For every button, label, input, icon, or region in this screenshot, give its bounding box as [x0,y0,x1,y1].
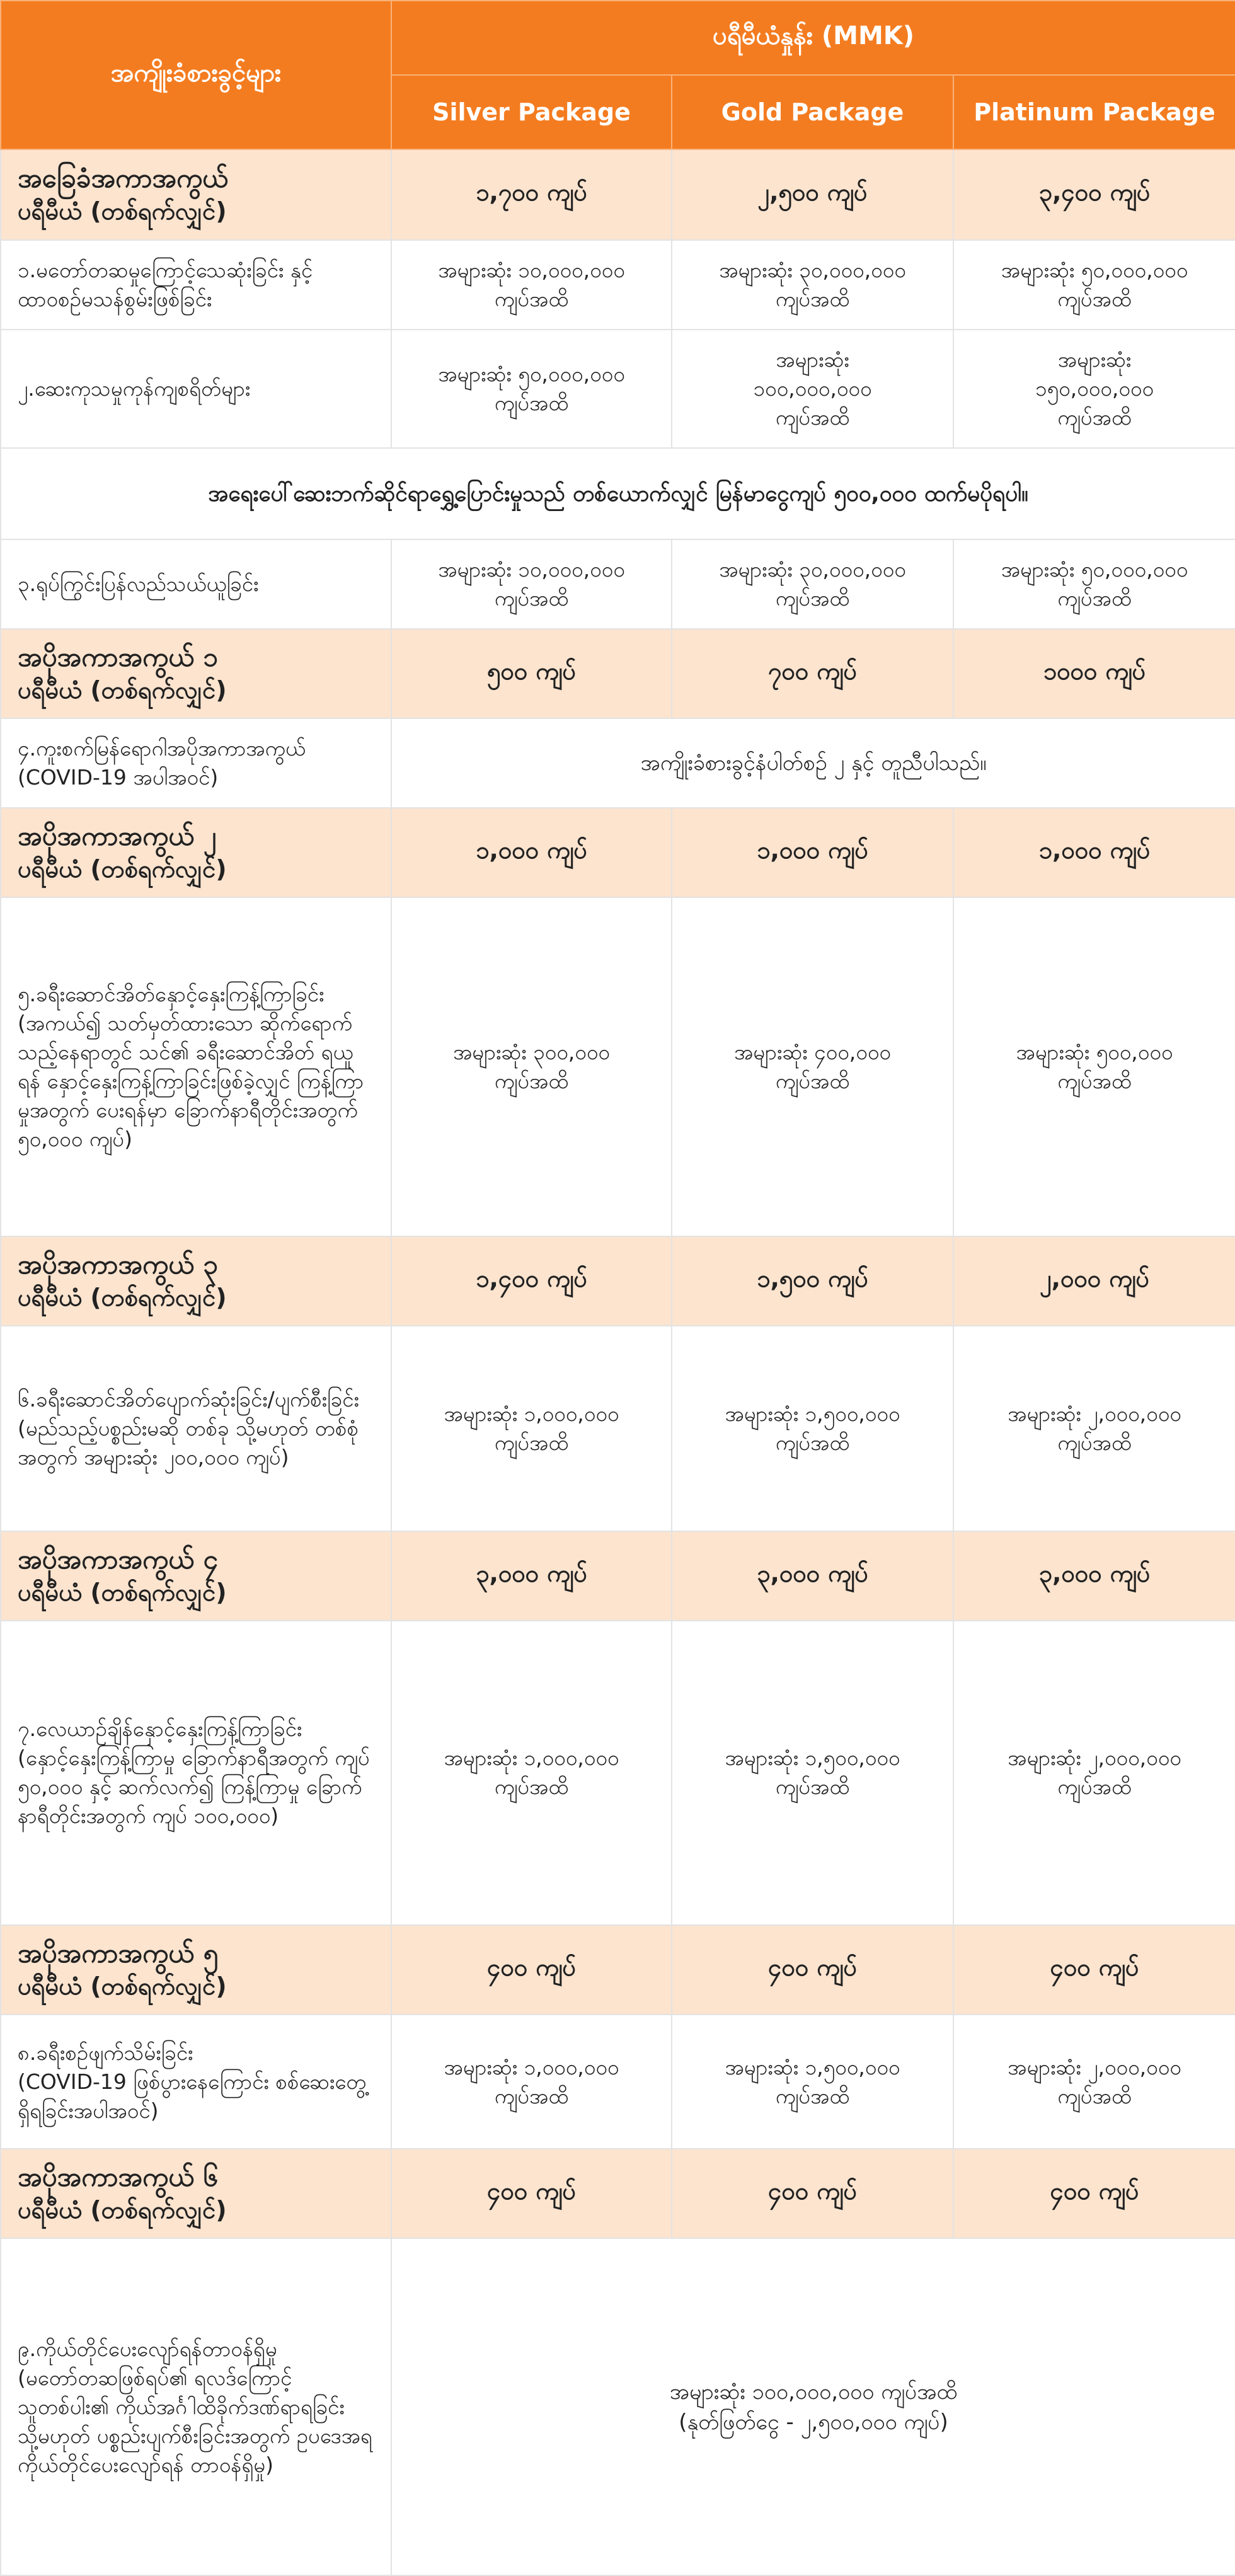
addon-5-row [1,1925,1235,2015]
addon-price-platinum: ၂,၀၀၀ ကျပ် [953,1236,1235,1326]
benefit-row-7 [1,1621,1235,1925]
addon-3-label [1,1236,391,1326]
benefit-label: ၆.ခရီးဆောင်အိတ်ပျောက်ဆုံးခြင်း/ပျက်စီးခြင်း (မည်သည့်ပစ္စည်းမဆို တစ်ခု သို့မဟုတ် တစ်စုံအတွက် အများဆုံး ၂၀၀,၀၀၀ ကျပ်) [1,1326,391,1531]
addon-price-gold: ၄၀၀ ကျပ် [672,2149,953,2238]
addon-1-row [1,629,1235,718]
benefit-row-6 [1,1326,1235,1531]
benefit-value-gold: အများဆုံး ၁,၅၀၀,၀၀၀ ကျပ်အထိ [672,2015,953,2149]
addon-price-platinum: ၁၀၀၀ ကျပ် [953,629,1235,718]
addon-subtitle: ပရီမီယံ (တစ်ရက်လျှင်) [18,2196,227,2224]
silver-package-header: Silver Package [391,75,672,149]
benefit-value-all-packages: အကျိုးခံစားခွင့်နံပါတ်စဉ် ၂ နှင့် တူညီပါသည်။ [391,718,1235,808]
addon-price-gold: ၁,၀၀၀ ကျပ် [672,808,953,897]
addon-title: အပိုအကာအကွယ် ၄ [18,1543,219,1575]
benefit-value-silver: အများဆုံး ၁,၀၀၀,၀၀၀ ကျပ်အထိ [391,1326,672,1531]
benefits-header: အကျိုးခံစားခွင့်များ [1,1,391,149]
benefit-row-8 [1,2015,1235,2149]
addon-title: အပိုအကာအကွယ် ၅ [18,1938,219,1969]
addon-price-silver: ၄၀၀ ကျပ် [391,1925,672,2015]
benefit-value-platinum: အများဆုံး ၂,၀၀၀,၀၀၀ ကျပ်အထိ [953,1621,1235,1925]
benefit-label: ၁.မတော်တဆမှုကြောင့်သေဆုံးခြင်း နှင့် ထာဝစဉ်မသန်စွမ်းဖြစ်ခြင်း [1,240,391,330]
benefit-value-platinum: အများဆုံး ၅၀၀,၀၀၀ ကျပ်အထိ [953,897,1235,1236]
benefit-label: ၃.ရုပ်ကြွင်းပြန်လည်သယ်ယူခြင်း [1,539,391,629]
addon-6-label [1,2149,391,2238]
benefit-value-gold: အများဆုံး ၃၀,၀၀၀,၀၀၀ ကျပ်အထိ [672,240,953,330]
benefit-value-platinum: အများဆုံး ၂,၀၀၀,၀၀၀ ကျပ်အထိ [953,2015,1235,2149]
benefit-label: ၇.လေယာဉ်ချိန်နှောင့်နှေးကြန့်ကြာခြင်း (နှောင့်နှေးကြန့်ကြာမှု ခြောက်နာရီအတွက် ကျပ် ၅၀,၀၀၀ နှင့် ဆက်လက်၍ ကြန့်ကြာမှု ခြောက်နာရီတိုင်းအတွက် ကျပ် ၁၀၀,၀၀၀) [1,1621,391,1925]
benefit-label: ၉.ကိုယ်တိုင်ပေးလျော်ရန်တာဝန်ရှိမှု (မတော်တဆဖြစ်ရပ်၏ ရလဒ်ကြောင့် သူတစ်ပါး၏ ကိုယ်အင်္ဂါထိခိုက်ဒဏ်ရာရခြင်း သို့မဟုတ် ပစ္စည်းပျက်စီးခြင်းအတွက် ဥပဒေအရ ကိုယ်တိုင်ပေးလျော်ရန် တာဝန်ရှိမှု) [1,2238,391,2575]
basic-coverage-title: အခြေခံအကာအကွယ် [18,163,228,194]
benefit-value-platinum: အများဆုံး ၅၀,၀၀၀,၀၀၀ ကျပ်အထိ [953,539,1235,629]
addon-5-label [1,1925,391,2015]
addon-3-row [1,1236,1235,1326]
evacuation-note-row [1,448,1235,539]
benefit-value-platinum: အများဆုံး ၁၅၀,၀၀၀,၀၀၀ ကျပ်အထိ [953,330,1235,448]
benefit-row-4 [1,718,1235,808]
benefit-value-all-packages: အများဆုံး ၁၀၀,၀၀၀,၀၀၀ ကျပ်အထိ (နုတ်ဖြတ်ငွေ - ၂,၅၀၀,၀၀၀ ကျပ်) [391,2238,1235,2575]
gold-package-header: Gold Package [672,75,953,149]
benefit-row-3 [1,539,1235,629]
addon-2-row [1,808,1235,897]
benefit-value-silver: အများဆုံး ၁,၀၀၀,၀၀၀ ကျပ်အထိ [391,2015,672,2149]
addon-price-gold: ၇၀၀ ကျပ် [672,629,953,718]
platinum-package-header: Platinum Package [953,75,1235,149]
benefit-label: ၅.ခရီးဆောင်အိတ်နှောင့်နှေးကြန့်ကြာခြင်း (အကယ်၍ သတ်မှတ်ထားသော ဆိုက်ရောက်သည့်နေရာတွင် သင်၏ ခရီးဆောင်အိတ် ရယူရန် နှောင့်နှေးကြန့်ကြာခြင်းဖြစ်ခဲ့လျှင် ကြန့်ကြာမှုအတွက် ပေးရန်မှာ ခြောက်နာရီတိုင်းအတွက် ၅၀,၀၀၀ ကျပ်) [1,897,391,1236]
addon-price-gold: ၁,၅၀၀ ကျပ် [672,1236,953,1326]
addon-price-platinum: ၁,၀၀၀ ကျပ် [953,808,1235,897]
addon-title: အပိုအကာအကွယ် ၆ [18,2161,219,2193]
benefit-value-silver: အများဆုံး ၁,၀၀၀,၀၀၀ ကျပ်အထိ [391,1621,672,1925]
benefit-value-silver: အများဆုံး ၁၀,၀၀၀,၀၀၀ ကျပ်အထိ [391,240,672,330]
addon-title: အပိုအကာအကွယ် ၁ [18,641,219,672]
addon-price-platinum: ၄၀၀ ကျပ် [953,2149,1235,2238]
addon-2-label [1,808,391,897]
addon-price-silver: ၁,၄၀၀ ကျပ် [391,1236,672,1326]
basic-coverage-label [1,149,391,240]
addon-price-platinum: ၄၀၀ ကျပ် [953,1925,1235,2015]
addon-subtitle: ပရီမီယံ (တစ်ရက်လျှင်) [18,676,227,704]
basic-coverage-subtitle: ပရီမီယံ (တစ်ရက်လျှင်) [18,197,227,226]
benefit-row-5 [1,897,1235,1236]
benefit-label: ၄.ကူးစက်မြန်ရောဂါအပိုအကာအကွယ် (COVID-19 အပါအဝင်) [1,718,391,808]
benefit-value-gold: အများဆုံး ၁၀၀,၀၀၀,၀၀၀ ကျပ်အထိ [672,330,953,448]
addon-1-label [1,629,391,718]
addon-price-platinum: ၃,၀၀၀ ကျပ် [953,1531,1235,1621]
benefit-row-2 [1,330,1235,448]
basic-price-platinum: ၃,၄၀၀ ကျပ် [953,149,1235,240]
benefit-value-gold: အများဆုံး ၁,၅၀၀,၀၀၀ ကျပ်အထိ [672,1326,953,1531]
benefit-value-platinum: အများဆုံး ၂,၀၀၀,၀၀၀ ကျပ်အထိ [953,1326,1235,1531]
addon-price-silver: ၄၀၀ ကျပ် [391,2149,672,2238]
evacuation-note: အရေးပေါ်ဆေးဘက်ဆိုင်ရာရွှေ့ပြောင်းမှုသည် တစ်ယောက်လျှင် မြန်မာငွေကျပ် ၅၀၀,၀၀၀ ထက်မပိုရပါ။ [1,448,1235,539]
benefit-value-silver: အများဆုံး ၃၀၀,၀၀၀ ကျပ်အထိ [391,897,672,1236]
benefit-value-gold: အများဆုံး ၄၀၀,၀၀၀ ကျပ်အထိ [672,897,953,1236]
addon-4-row [1,1531,1235,1621]
benefit-value-silver: အများဆုံး ၁၀,၀၀၀,၀၀၀ ကျပ်အထိ [391,539,672,629]
addon-4-label [1,1531,391,1621]
benefit-label: ၂.ဆေးကုသမှုကုန်ကျစရိတ်များ [1,330,391,448]
addon-subtitle: ပရီမီယံ (တစ်ရက်လျှင်) [18,1284,227,1312]
benefit-value-gold: အများဆုံး ၃၀,၀၀၀,၀၀၀ ကျပ်အထိ [672,539,953,629]
basic-price-gold: ၂,၅၀၀ ကျပ် [672,149,953,240]
addon-price-silver: ၁,၀၀၀ ကျပ် [391,808,672,897]
benefit-row-1 [1,240,1235,330]
addon-title: အပိုအကာအကွယ် ၃ [18,1249,219,1280]
benefit-label: ၈.ခရီးစဉ်ဖျက်သိမ်းခြင်း (COVID-19 ဖြစ်ပွားနေကြောင်း စစ်ဆေးတွေ့ရှိရခြင်းအပါအဝင်) [1,2015,391,2149]
addon-price-silver: ၅၀၀ ကျပ် [391,629,672,718]
addon-subtitle: ပရီမီယံ (တစ်ရက်လျှင်) [18,1972,227,2001]
addon-subtitle: ပရီမီယံ (တစ်ရက်လျှင်) [18,1578,227,1606]
addon-subtitle: ပရီမီယံ (တစ်ရက်လျှင်) [18,854,227,883]
benefit-value-silver: အများဆုံး ၅၀,၀၀၀,၀၀၀ ကျပ်အထိ [391,330,672,448]
basic-coverage-row [1,149,1235,240]
addon-price-silver: ၃,၀၀၀ ကျပ် [391,1531,672,1621]
benefit-value-gold: အများဆုံး ၁,၅၀၀,၀၀၀ ကျပ်အထိ [672,1621,953,1925]
premium-header: ပရီမီယံနှုန်း (MMK) [391,1,1235,75]
benefit-value-platinum: အများဆုံး ၅၀,၀၀၀,၀၀၀ ကျပ်အထိ [953,240,1235,330]
addon-title: အပိုအကာအကွယ် ၂ [18,820,217,851]
addon-price-gold: ၄၀၀ ကျပ် [672,1925,953,2015]
addon-price-gold: ၃,၀၀၀ ကျပ် [672,1531,953,1621]
benefit-row-9 [1,2238,1235,2575]
basic-price-silver: ၁,၇၀၀ ကျပ် [391,149,672,240]
addon-6-row [1,2149,1235,2238]
